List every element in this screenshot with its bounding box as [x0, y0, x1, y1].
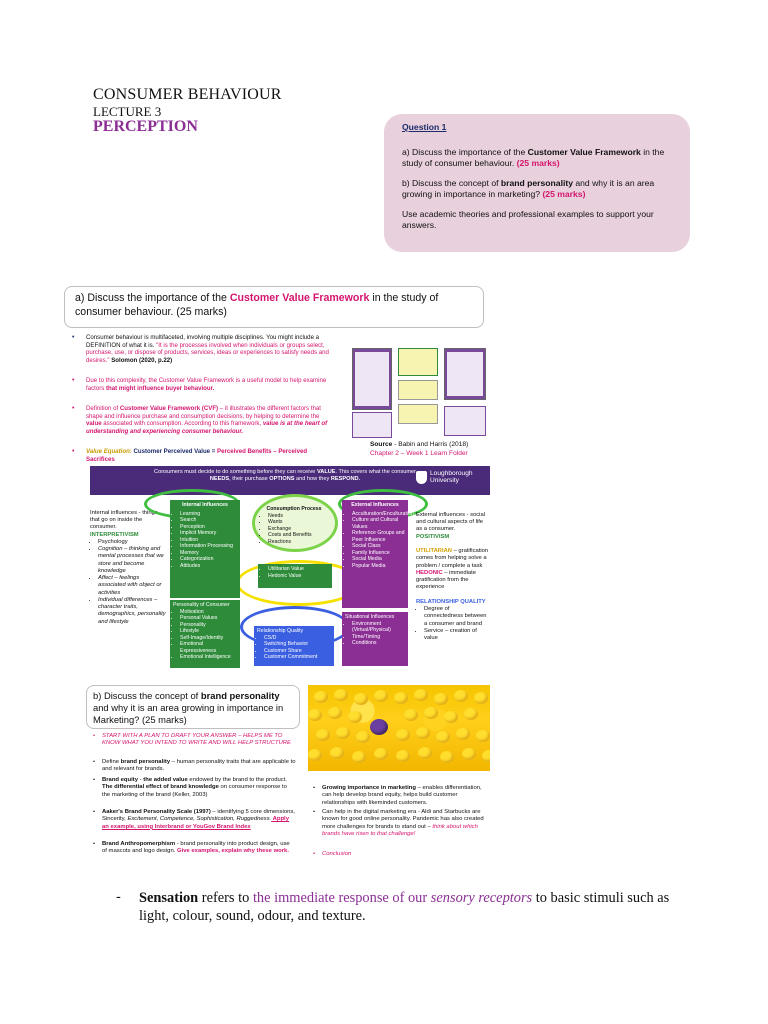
sensation-definition: Sensation refers to the immediate response of our sensory receptors to basic stimuli such as light, colour, sound, odour, and texture. [139, 890, 670, 925]
diagram-banner-text: Consumers must decide to do something before they can receive VALUE. This covers what the consumer NEEDS, their purchase OPTIONS and how they RESPOND. [154, 469, 416, 483]
brand-bullet-plan: • START WITH A PLAN TO DRAFT YOUR ANSWER – HELPS ME TO KNOW WHAT YOU INTEND TO WRITE AND WILL HELP STRUCTURE [102, 733, 296, 748]
brand-bullet-anthropomorphism: • Brand Anthropomerphism - brand personality into product design, use of mascots and logo design. Give examples, explain why these work. [102, 841, 296, 856]
slide-brand-personality [86, 685, 490, 867]
question-a: a) Discuss the importance of the Customer Value Framework in the study of consumer behaviour. (25 marks) [402, 147, 665, 168]
university-crest-icon [416, 471, 427, 484]
external-influences-box: External Influences • Acculturation/Enculturation • Culture and Cultural Values • Reference Groups and Peer Influence • Social Class • Family Influence • Social Media • Popular Media [342, 500, 408, 608]
brand-bullet-define: • Define brand personality – human personality traits that are applicable to and relevant for brands. [102, 759, 296, 774]
situational-influences-box: Situational Influences • Environment (Virtual/Physical) • Time/Timing • Conditions [342, 612, 408, 666]
relationship-quality-box: Relationship Quality • CS/D • Switching Behavior • Customer Share • Customer Commitment [254, 626, 334, 666]
cvf-source: Source - Babin and Harris (2018) Chapter 2 – Week 1 Learn Folder [370, 441, 469, 457]
brand-bullet-conclusion: • Conclusion [322, 851, 490, 858]
rubber-ducks-image [308, 685, 490, 771]
personality-box: Personality of Consumer • Motivation • Personal Values • Personality • Lifestyle • Self-Image/Identity • Emotional Expressiveness • Emotional Intelligence [170, 600, 240, 668]
course-title: CONSUMER BEHAVIOUR [93, 86, 282, 103]
question-c: Use academic theories and professional examples to support your answers. [402, 209, 654, 230]
cvf-bullet-value-equation: • Value Equation: Customer Perceived Value = Perceived Benefits – Perceived Sacrifices [86, 448, 336, 463]
brand-bullet-growing: • Growing importance in marketing – enables differentiation, can help develop brand equity, helps build customer relationships with likeminded customers. [322, 785, 490, 807]
internal-influences-box: Internal Influences • Learning • Search • Perception • Implicit Memory • Intuition • Information Processing • Memory • Categorization • Attitudes [170, 500, 240, 598]
topic-title: PERCEPTION [93, 118, 198, 135]
list-dash: - [116, 889, 121, 905]
slide-brand-heading: b) Discuss the concept of brand personality and why it is an area growing in importance in Marketing? (25 marks) [86, 685, 300, 729]
brand-bullet-aaker: • Aaker's Brand Personality Scale (1997) – identifying 5 core dimensions, Sincerity, Excitement, Competence, Sophistication, Ruggedness. Apply an example, using Interbrand or YouGov Brand Index [102, 809, 296, 831]
slide-cvf-heading: a) Discuss the importance of the Customer Value Framework in the study of consumer behaviour. (25 marks) [64, 286, 484, 328]
consumption-process-box: Consumption Process • Needs • Wants • Exchange • Costs and Benefits • Reactions [258, 504, 330, 550]
brand-bullet-digital: • Can help in the digital marketing era - Aldi and Starbucks are known for good online personality. Pandemic has also created more challenges for brands to stand out – think about which brands have risen to that challenge! [322, 809, 490, 839]
lecture-number: LECTURE 3 [93, 104, 162, 119]
question-title: Question 1 [402, 122, 447, 132]
internal-influences-note: Internal influences - things that go on inside the consumer. INTERPRETIVISM • Psychology • Cognition – thinking and mental processes that we store and become knowledge • Affect – feelings associated with object or activities • Individual differences – character traits, demographics, personality and lifestyle [90, 510, 168, 626]
brand-bullet-equity: • Brand equity - the added value endowed by the brand to the product. The differential effect of brand knowledge on consumer response to the marketing of the brand (Keller, 2003) [102, 777, 296, 799]
external-influences-note: External influences - social and cultural aspects of life as a consumer. POSITIVISM UTILITARIAN – gratification comes from helping solve a problem / complete a task HEDONIC – immediate gratification from the experience RELATIONSHIP QUALITY • Degree of connectedness between a consumer and brand • Service – creation of value [416, 512, 490, 642]
question-b: b) Discuss the concept of brand personality and why it is an area growing in importance in marketing? (25 marks) [402, 178, 655, 199]
cvf-bullet-definition: • Consumer behaviour is multifaceted, involving multiple disciplines. You might include a DEFINITION of what it is. "It is the processes involved when individuals or groups select, purchase, use, or dispose of products, services, ideas or experiences to satisfy needs and desires." Solomon (2020, p.22) [86, 334, 336, 364]
value-box: • Utilitarian Value • Hedonic Value [258, 564, 332, 588]
cvf-mini-diagram [352, 348, 488, 440]
slide-cvf-diagram [90, 466, 490, 678]
slide-cvf [60, 284, 490, 472]
university-logo: Loughborough University [430, 470, 473, 485]
cvf-bullet-complexity: • Due to this complexity, the Customer Value Framework is a useful model to help examine factors that might influence buyer behaviour. [86, 377, 336, 392]
question-box [384, 114, 690, 252]
cvf-bullet-framework: • Definition of Customer Value Framework (CVF) – it illustrates the different factors that shape and influence purchase and consumption decisions, by helping to determine the value associated with consumption. According to this framework, value is at the heart of understanding and experiencing consumer behaviour. [86, 405, 336, 435]
purple-duck-icon [370, 719, 388, 735]
